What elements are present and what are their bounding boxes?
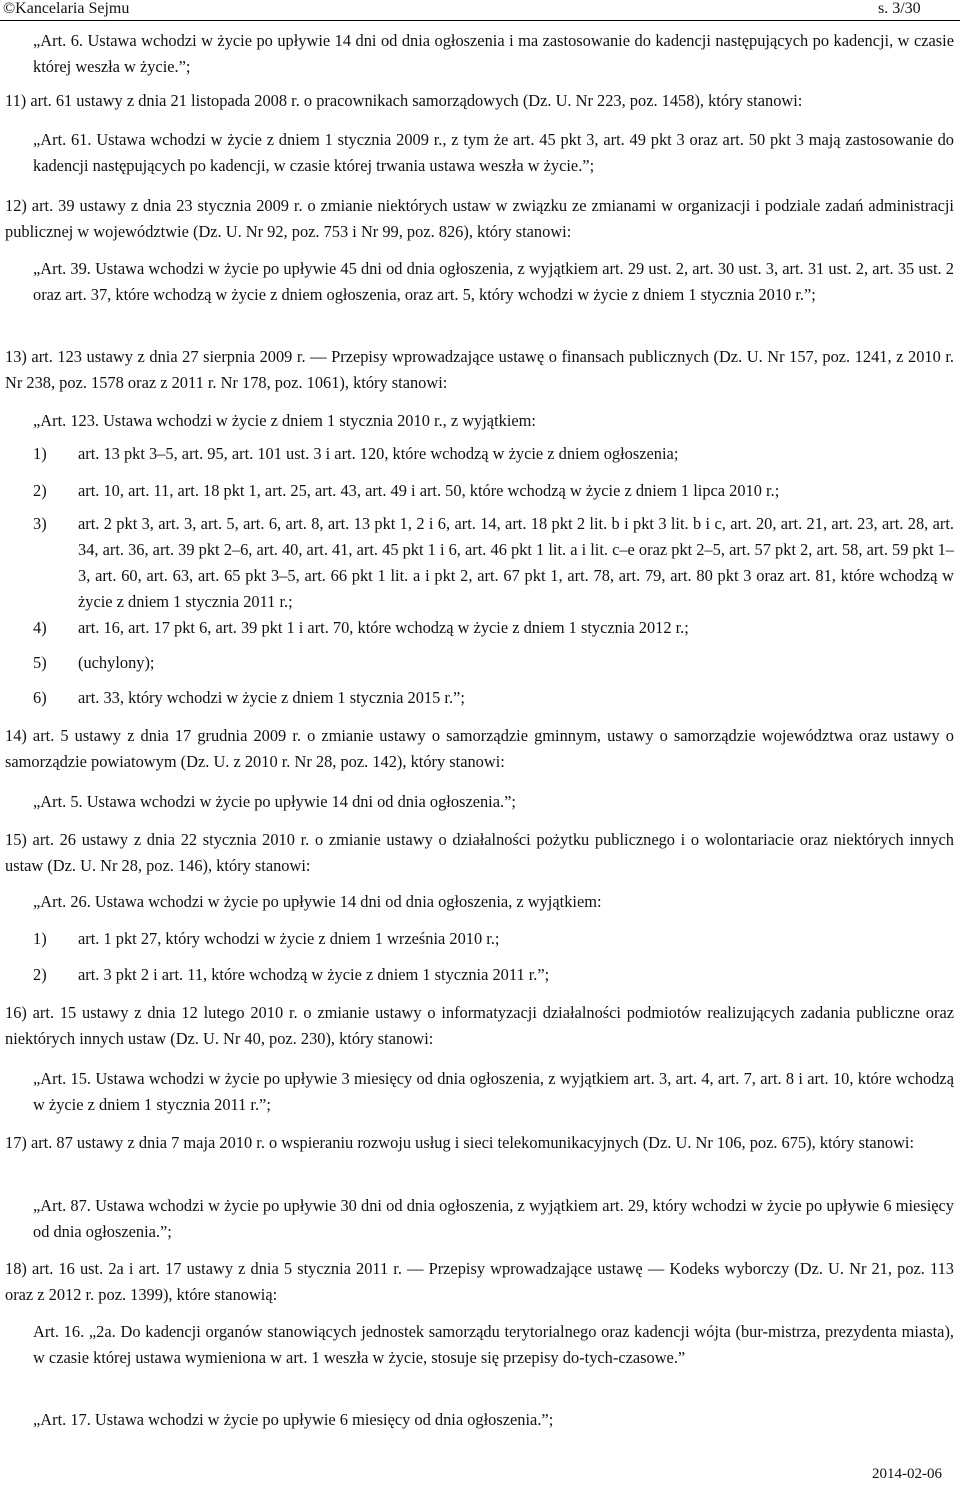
document-paragraph: 11) art. 61 ustawy z dnia 21 listopada 2008 r. o pracownikach samorządowych (Dz. U. Nr 223, poz. 1458), który stanowi:: [5, 91, 803, 110]
list-item: [33, 615, 954, 641]
list-item-number: 5): [33, 653, 47, 672]
document-paragraph: „Art. 6. Ustawa wchodzi w życie po upływie 14 dni od dnia ogłoszenia i ma zastosowanie do kadencji następujących po kadencji, w czasie której weszła w życie.”;: [33, 31, 954, 76]
page-header: [0, 0, 960, 22]
header-page-number: s. 3/30: [878, 0, 921, 17]
list-item-number: 2): [33, 965, 47, 984]
list-item-text: art. 10, art. 11, art. 18 pkt 1, art. 25, art. 43, art. 49 i art. 50, które wchodzą w życie z dniem 1 lipca 2010 r.;: [78, 481, 780, 500]
list-item-text: art. 3 pkt 2 i art. 11, które wchodzą w życie z dniem 1 stycznia 2011 r.”;: [78, 965, 550, 984]
header-source: ©Kancelaria Sejmu: [3, 0, 130, 17]
list-item-number: 3): [33, 514, 47, 533]
document-paragraph: „Art. 39. Ustawa wchodzi w życie po upływie 45 dni od dnia ogłoszenia, z wyjątkiem art. 29 ust. 2, art. 30 ust. 3, art. 31 ust. 2, art. 35 ust. 2 oraz art. 37, które wchodzą w życie z dniem ogłoszenia, oraz art. 5, który wchodzi w życie z dniem 1 stycznia 2010 r.”;: [33, 259, 954, 304]
list-item-number: 4): [33, 618, 47, 637]
document-paragraph: „Art. 61. Ustawa wchodzi w życie z dniem 1 stycznia 2009 r., z tym że art. 45 pkt 3, art. 49 pkt 3 oraz art. 50 pkt 3 mają zastosowanie do kadencji następujących po kadencji, w czasie której trwania ustawa weszła w życie.”;: [33, 130, 954, 175]
list-item-text: art. 13 pkt 3–5, art. 95, art. 101 ust. 3 i art. 120, które wchodzą w życie z dniem ogłoszenia;: [78, 444, 679, 463]
list-item-number: 1): [33, 444, 47, 463]
list-item: [33, 650, 954, 676]
document-paragraph: „Art. 87. Ustawa wchodzi w życie po upływie 30 dni od dnia ogłoszenia, z wyjątkiem art. 29, który wchodzi w życie po upływie 6 miesięcy od dnia ogłoszenia.”;: [33, 1196, 954, 1241]
list-item-number: 2): [33, 481, 47, 500]
list-item: [33, 685, 954, 711]
header-rule: [0, 20, 960, 21]
document-paragraph: 12) art. 39 ustawy z dnia 23 stycznia 2009 r. o zmianie niektórych ustaw w związku ze zmianami w organizacji i podziale zadań administracji publicznej w województwie (Dz. U. Nr 92, poz. 753 i Nr 99, poz. 826), który stanowi:: [5, 196, 954, 241]
list-item: [33, 962, 954, 988]
list-item: [33, 441, 954, 467]
list-item-text: art. 2 pkt 3, art. 3, art. 5, art. 6, art. 8, art. 13 pkt 1, 2 i 6, art. 14, art. 18 pkt 2 lit. b i pkt 3 lit. b i c, art. 20, art. 21, art. 23, art. 28, art. 34, art. 36, art. 39 pkt 2–6, art. 40, art. 41, art. 45 pkt 1 i 6, art. 46 pkt 1 lit. a i lit. c–e oraz pkt 2–5, art. 57 pkt 2, art. 58, art. 59 pkt 1–3, art. 60, art. 63, art. 65 pkt 3–5, art. 66 pkt 1 lit. a i pkt 2, art. 67 pkt 1, art. 78, art. 79, art. 80 pkt 3 oraz art. 81, które wchodzą w życie z dniem 1 stycznia 2011 r.;: [78, 514, 954, 611]
list-item-number: 6): [33, 688, 47, 707]
list-item-text: art. 16, art. 17 pkt 6, art. 39 pkt 1 i art. 70, które wchodzą w życie z dniem 1 stycznia 2012 r.;: [78, 618, 689, 637]
document-paragraph: Art. 16. „2a. Do kadencji organów stanowiących jednostek samorządu terytorialnego oraz kadencji wójta (bur-mistrza, prezydenta miasta), w czasie której ustawa wymieniona w art. 1 weszła w życie, stosuje się przepisy do-tych-czasowe.”: [33, 1322, 954, 1367]
document-paragraph: „Art. 15. Ustawa wchodzi w życie po upływie 3 miesięcy od dnia ogłoszenia, z wyjątkiem art. 3, art. 4, art. 7, art. 8 i art. 10, które wchodzą w życie z dniem 1 stycznia 2011 r.”;: [33, 1069, 954, 1114]
document-paragraph: „Art. 123. Ustawa wchodzi w życie z dniem 1 stycznia 2010 r., z wyjątkiem:: [33, 411, 536, 430]
document-paragraph: „Art. 5. Ustawa wchodzi w życie po upływie 14 dni od dnia ogłoszenia.”;: [33, 792, 516, 811]
list-item: [33, 511, 954, 615]
document-paragraph: 17) art. 87 ustawy z dnia 7 maja 2010 r. o wspieraniu rozwoju usług i sieci telekomunikacyjnych (Dz. U. Nr 106, poz. 675), który stanowi:: [5, 1133, 915, 1152]
document-paragraph: 14) art. 5 ustawy z dnia 17 grudnia 2009 r. o zmianie ustawy o samorządzie gminnym, ustawy o samorządzie województwa oraz ustawy o samorządzie powiatowym (Dz. U. z 2010 r. Nr 28, poz. 142), który stanowi:: [5, 726, 954, 771]
list-item: [33, 926, 954, 952]
document-paragraph: 18) art. 16 ust. 2a i art. 17 ustawy z dnia 5 stycznia 2011 r. — Przepisy wprowadzające ustawę — Kodeks wyborczy (Dz. U. Nr 21, poz. 113 oraz z 2012 r. poz. 1399), które stanowią:: [5, 1259, 954, 1304]
list-item-number: 1): [33, 929, 47, 948]
document-paragraph: 16) art. 15 ustawy z dnia 12 lutego 2010 r. o zmianie ustawy o informatyzacji działalności podmiotów realizujących zadania publiczne oraz niektórych innych ustaw (Dz. U. Nr 40, poz. 230), który stanowi:: [5, 1003, 954, 1048]
list-item-text: art. 1 pkt 27, który wchodzi w życie z dniem 1 września 2010 r.;: [78, 929, 500, 948]
footer-date: 2014-02-06: [872, 1466, 942, 1482]
document-paragraph: „Art. 26. Ustawa wchodzi w życie po upływie 14 dni od dnia ogłoszenia, z wyjątkiem:: [33, 892, 602, 911]
list-item: [33, 478, 954, 504]
document-paragraph: 13) art. 123 ustawy z dnia 27 sierpnia 2009 r. — Przepisy wprowadzające ustawę o finansach publicznych (Dz. U. Nr 157, poz. 1241, z 2010 r. Nr 238, poz. 1578 oraz z 2011 r. Nr 178, poz. 1061), który stanowi:: [5, 347, 954, 392]
list-item-text: art. 33, który wchodzi w życie z dniem 1 stycznia 2015 r.”;: [78, 688, 465, 707]
document-paragraph: „Art. 17. Ustawa wchodzi w życie po upływie 6 miesięcy od dnia ogłoszenia.”;: [33, 1410, 554, 1429]
document-paragraph: 15) art. 26 ustawy z dnia 22 stycznia 2010 r. o zmianie ustawy o działalności pożytku publicznego i o wolontariacie oraz niektórych innych ustaw (Dz. U. Nr 28, poz. 146), który stanowi:: [5, 830, 954, 875]
list-item-text: (uchylony);: [78, 653, 155, 672]
